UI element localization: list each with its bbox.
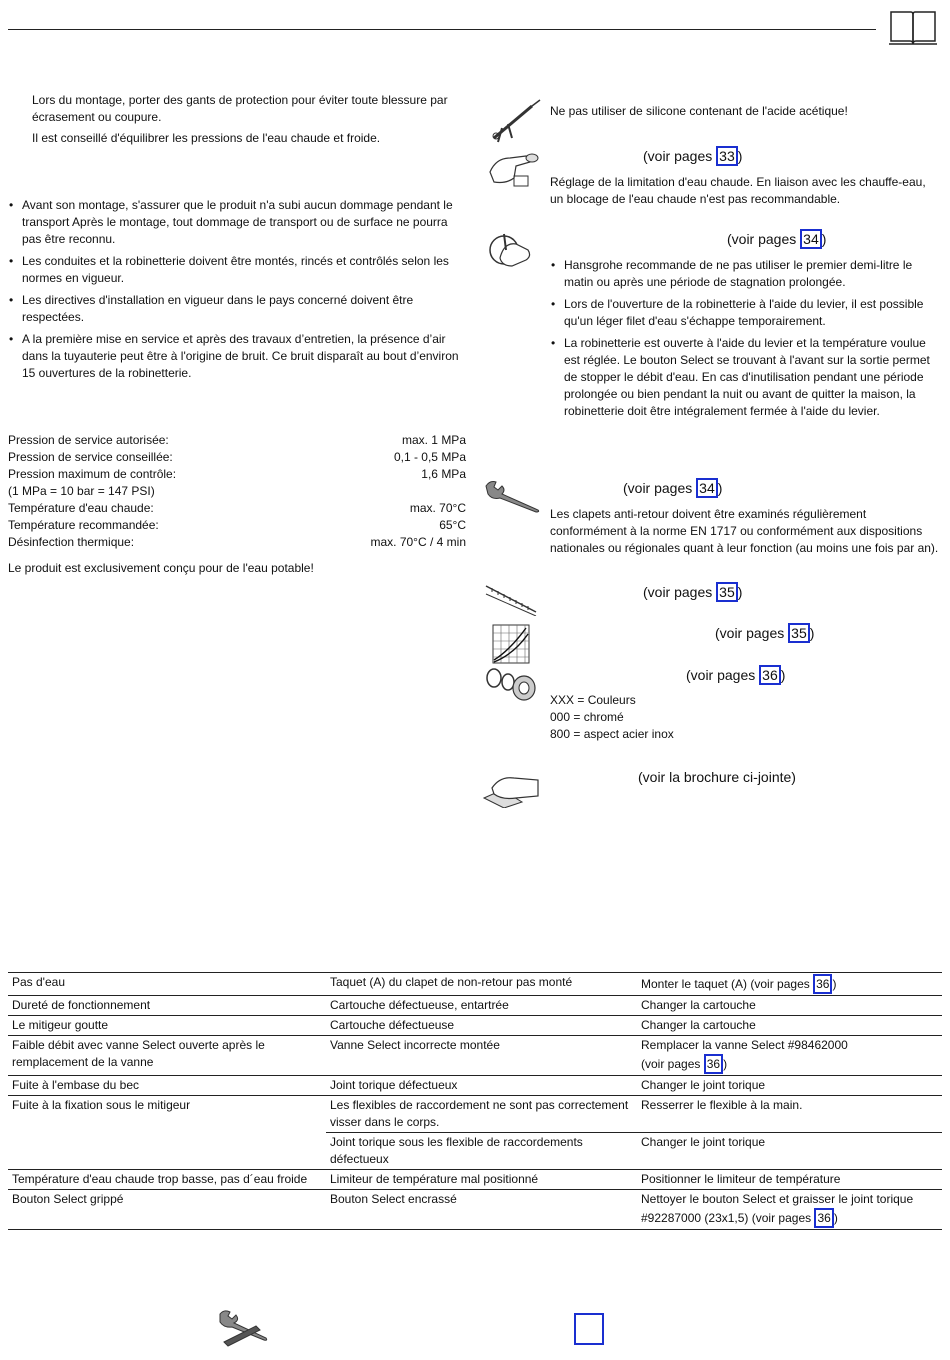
page-ref bbox=[686, 665, 785, 685]
cause-cell: Joint torique sous les flexible de raccordements défectueux bbox=[326, 1133, 637, 1170]
page-ref bbox=[727, 229, 826, 249]
ref-suffix: ) bbox=[821, 231, 827, 247]
table-row bbox=[8, 1036, 942, 1076]
remedy-cell bbox=[637, 1190, 942, 1230]
maintenance-note: Les clapets anti-retour doivent être examinés régulièrement conformément à la norme EN 1717 ou conformément aux dispositions nationales ou régionales quant à leur fonction (au moins une fois par an). bbox=[550, 507, 939, 555]
table-row bbox=[8, 1133, 942, 1170]
page-number-box[interactable] bbox=[574, 1313, 604, 1345]
hand-thermometer-icon bbox=[486, 148, 542, 188]
tech-label: Désinfection thermique: bbox=[8, 535, 135, 549]
safety-note: Lors du montage, porter des gants de protection pour éviter toute blessure par écrasement ou coupure. bbox=[32, 93, 448, 124]
ruler-icon bbox=[484, 582, 540, 616]
remedy-text: Remplacer la vanne Select #98462000 bbox=[641, 1038, 848, 1052]
ref-prefix: (voir pages bbox=[643, 148, 713, 164]
tech-label: (1 MPa = 10 bar = 147 PSI) bbox=[8, 484, 155, 498]
temp-limit-note: Réglage de la limitation d'eau chaude. En liaison avec les chauffe-eau, un blocage de l'eau chaude n'est pas recommandable. bbox=[550, 175, 926, 206]
problem-cell: Dureté de fonctionnement bbox=[12, 998, 151, 1012]
page-link[interactable]: 36 bbox=[813, 974, 832, 994]
page-link[interactable]: 36 bbox=[814, 1208, 833, 1228]
tech-value: max. 1 MPa bbox=[401, 433, 466, 447]
ref-suffix: ) bbox=[780, 667, 786, 683]
remedy-cell: Changer la cartouche bbox=[641, 1018, 756, 1032]
page-ref bbox=[643, 582, 742, 602]
remedy-text: (voir pages bbox=[641, 1057, 704, 1071]
table-row bbox=[8, 1096, 942, 1133]
tech-label: Pression de service autorisée: bbox=[8, 433, 169, 447]
ref-prefix: (voir pages bbox=[623, 480, 693, 496]
tech-row bbox=[8, 483, 466, 500]
tools-icon bbox=[216, 1308, 274, 1348]
ref-prefix: (voir pages bbox=[686, 667, 756, 683]
table-row bbox=[8, 1016, 942, 1036]
cleaning-ref: (voir la brochure ci-jointe) bbox=[638, 769, 796, 785]
cause-cell: Joint torique défectueux bbox=[330, 1078, 458, 1092]
table-row bbox=[8, 996, 942, 1016]
remedy-cell: Resserrer le flexible à la main. bbox=[641, 1098, 803, 1112]
page-link[interactable]: 36 bbox=[704, 1054, 723, 1074]
tech-label: Pression maximum de contrôle: bbox=[8, 467, 177, 481]
grid-chart-icon bbox=[492, 624, 530, 664]
book-icon bbox=[888, 8, 938, 46]
safety-notes bbox=[32, 92, 464, 147]
page-ref bbox=[715, 623, 814, 643]
table-row bbox=[8, 973, 942, 996]
ref-prefix: (voir pages bbox=[643, 584, 713, 600]
list-item: • A la première mise en service et après des travaux d’entretien, la présence d’air dans la tuyauterie peut être à l'origine de bruit. Ce bruit disparaît au bout d’environ 15 ouvertures de la robinetterie. bbox=[8, 331, 466, 382]
parts-icon bbox=[484, 664, 540, 704]
potable-note: Le produit est exclusivement conçu pour de l'eau potable! bbox=[8, 561, 314, 575]
cleaning-hand-icon bbox=[482, 768, 542, 808]
color-code: 800 = aspect acier inox bbox=[550, 727, 674, 741]
ref-prefix: (voir pages bbox=[727, 231, 797, 247]
cause-cell: Vanne Select incorrecte montée bbox=[330, 1038, 500, 1052]
list-item: • Avant son montage, s'assurer que le produit n'a subi aucun dommage pendant le transport Après le montage, tout dommage de transport ou de surface ne pourra pas être reconnu. bbox=[8, 197, 466, 248]
remedy-cell: Changer la cartouche bbox=[641, 998, 756, 1012]
remedy-cell: Changer le joint torique bbox=[637, 1133, 942, 1170]
cause-cell: Cartouche défectueuse bbox=[330, 1018, 455, 1032]
tech-label: Température recommandée: bbox=[8, 518, 159, 532]
usage-list bbox=[550, 257, 942, 425]
page-link[interactable]: 34 bbox=[696, 478, 718, 498]
remedy-text: Nettoyer le bouton Select et graisser le joint torique #92287000 (23x1,5) (voir pages bbox=[641, 1192, 914, 1225]
cause-cell: Taquet (A) du clapet de non-retour pas monté bbox=[330, 975, 573, 989]
problem-cell: Fuite à la fixation sous le mitigeur bbox=[12, 1098, 191, 1112]
tech-value: max. 70°C bbox=[409, 501, 466, 515]
problem-cell: Le mitigeur goutte bbox=[12, 1018, 109, 1032]
problem-cell: Bouton Select grippé bbox=[12, 1192, 124, 1206]
remedy-tail: ) bbox=[723, 1057, 728, 1071]
color-codes bbox=[550, 692, 850, 743]
problem-cell: Fuite à l'embase du bec bbox=[12, 1078, 140, 1092]
ref-suffix: ) bbox=[737, 148, 743, 164]
problem-cell: Faible débit avec vanne Select ouverte après le remplacement de la vanne bbox=[12, 1038, 265, 1069]
cause-cell: Bouton Select encrassé bbox=[330, 1192, 457, 1206]
list-item: • Lors de l'ouverture de la robinetterie à l'aide du levier, il est possible qu'un léger filet d'eau s'échappe temporairement. bbox=[550, 296, 942, 330]
tech-value: 65°C bbox=[439, 518, 466, 532]
problem-cell: Température d'eau chaude trop basse, pas d´eau froide bbox=[12, 1172, 308, 1186]
remedy-cell bbox=[637, 973, 942, 996]
ref-suffix: ) bbox=[737, 584, 743, 600]
remedy-tail: ) bbox=[832, 977, 837, 991]
page-link[interactable]: 33 bbox=[716, 146, 738, 166]
problem-cell: Pas d'eau bbox=[12, 975, 65, 989]
ref-suffix: ) bbox=[809, 625, 815, 641]
remedy-cell: Positionner le limiteur de température bbox=[641, 1172, 841, 1186]
silicone-gun-icon bbox=[488, 98, 542, 144]
page-ref bbox=[643, 146, 742, 166]
tech-value: 0,1 - 0,5 MPa bbox=[393, 450, 466, 464]
technical-data bbox=[8, 432, 466, 577]
tech-label: Pression de service conseillée: bbox=[8, 450, 173, 464]
troubleshooting-table bbox=[8, 972, 942, 1230]
header-rule bbox=[8, 29, 876, 30]
remedy-cell bbox=[637, 1036, 942, 1076]
color-code: XXX = Couleurs bbox=[550, 693, 636, 707]
remedy-cell: Changer le joint torique bbox=[641, 1078, 766, 1092]
tech-row bbox=[8, 449, 466, 466]
tech-row bbox=[8, 432, 466, 449]
page-link[interactable]: 36 bbox=[759, 665, 781, 685]
hand-lever-icon bbox=[486, 230, 536, 270]
color-code: 000 = chromé bbox=[550, 710, 624, 724]
table-row bbox=[8, 1076, 942, 1096]
cause-cell: Limiteur de température mal positionné bbox=[330, 1172, 539, 1186]
list-item: • Hansgrohe recommande de ne pas utiliser le premier demi-litre le matin ou après une période de stagnation prolongée. bbox=[550, 257, 942, 291]
tech-row bbox=[8, 466, 466, 483]
tech-row bbox=[8, 517, 466, 534]
list-item: • Les conduites et la robinetterie doivent être montés, rincés et contrôlés selon les normes en vigueur. bbox=[8, 253, 466, 287]
tech-value: max. 70°C / 4 min bbox=[370, 535, 466, 549]
table-row bbox=[8, 1190, 942, 1230]
tech-row bbox=[8, 534, 466, 551]
wrench-icon bbox=[484, 478, 542, 514]
page-ref bbox=[623, 478, 722, 498]
page-link[interactable]: 35 bbox=[788, 623, 810, 643]
remedy-tail: ) bbox=[833, 1211, 838, 1225]
tech-value: 1,6 MPa bbox=[421, 467, 466, 481]
silicone-note: Ne pas utiliser de silicone contenant de l'acide acétique! bbox=[550, 104, 848, 118]
safety-note: Il est conseillé d'équilibrer les pressions de l'eau chaude et froide. bbox=[32, 131, 381, 145]
tech-row bbox=[8, 500, 466, 517]
instructions-list bbox=[8, 197, 466, 387]
list-item: • La robinetterie est ouverte à l'aide du levier et la température voulue est réglée. Le bouton Select se trouvant à l'avant sur la sortie permet de stopper le débit d'eau. En cas d'inutilisation pendant une période prolongée ou bien pendant la nuit ou avant de quitter la maison, la robinetterie doit être intégralement fermée à l'aide du levier. bbox=[550, 335, 942, 420]
ref-suffix: ) bbox=[717, 480, 723, 496]
page-link[interactable]: 34 bbox=[800, 229, 822, 249]
cause-cell: Cartouche défectueuse, entartrée bbox=[330, 998, 509, 1012]
tech-label: Température d'eau chaude: bbox=[8, 501, 154, 515]
cause-cell: Les flexibles de raccordement ne sont pas correctement visser dans le corps. bbox=[330, 1098, 629, 1129]
list-item: • Les directives d'installation en vigueur dans le pays concerné doivent être respectées. bbox=[8, 292, 466, 326]
ref-prefix: (voir pages bbox=[715, 625, 785, 641]
problem-cell bbox=[8, 1133, 326, 1170]
table-row bbox=[8, 1170, 942, 1190]
remedy-text: Monter le taquet (A) (voir pages bbox=[641, 977, 814, 991]
page-link[interactable]: 35 bbox=[716, 582, 738, 602]
